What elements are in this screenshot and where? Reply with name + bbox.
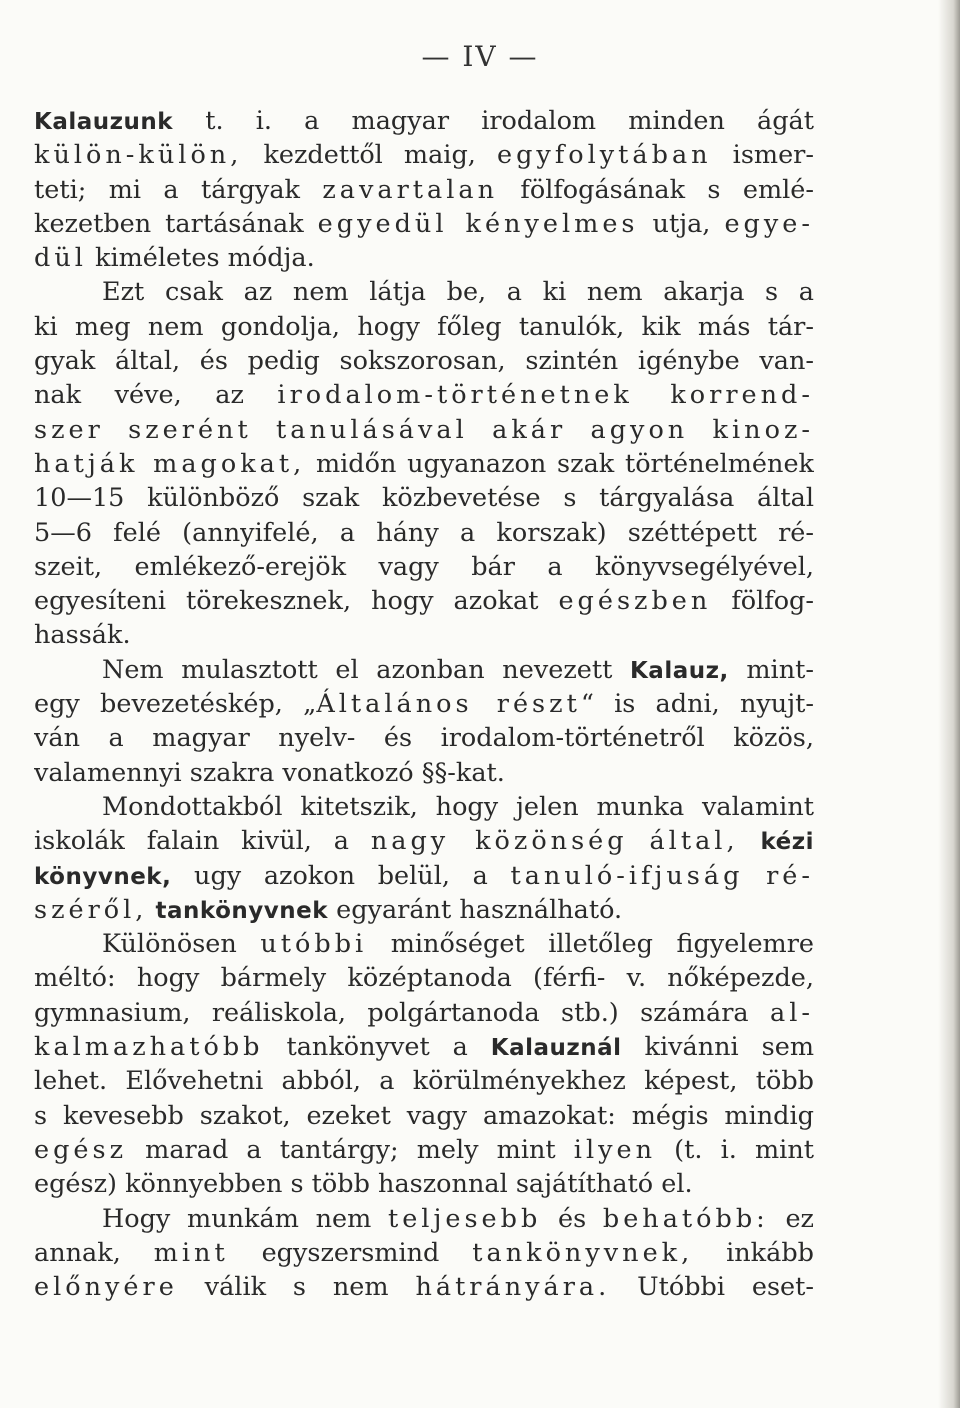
text-run — [147, 895, 155, 925]
text-line — [34, 687, 814, 721]
spaced-emphasis: al- — [770, 997, 814, 1028]
text-run: inkább — [693, 1237, 814, 1268]
text-run: lehet. Elővehetni abból, a körülményekhez képest, több — [34, 1066, 814, 1097]
spaced-emphasis: által, — [649, 826, 739, 857]
text-line — [34, 893, 814, 927]
text-run: kiméletes módja. — [86, 243, 315, 274]
text-run: Ezt csak az nem látja be, a ki nem akarja s a — [102, 277, 814, 308]
text-run: s kevesebb szakot, ezeket vagy amazokat: mégis mindig — [34, 1100, 814, 1131]
text-line — [34, 1236, 814, 1270]
text-run: 10—15 különböző szak közbevetése s tárgyalása által — [34, 483, 814, 514]
spaced-emphasis: egész — [34, 1134, 128, 1165]
text-run: tankönyvet a — [263, 1032, 491, 1063]
text-run — [628, 826, 650, 856]
text-run: (t. i. mint — [656, 1134, 814, 1165]
bold-term: Kalauzunk — [34, 109, 174, 135]
text-line — [34, 241, 814, 275]
text-line — [34, 961, 814, 995]
spaced-emphasis: kalmazhatóbb — [34, 1032, 264, 1063]
spaced-emphasis: külön-külön, — [34, 140, 243, 171]
spaced-emphasis: tanuló-ifjuság — [510, 860, 744, 891]
bold-term: tankönyvnek — [155, 897, 329, 924]
text-run: iskolák falain kivül, a — [34, 826, 371, 857]
spaced-emphasis: szer szerént tanulásával akár agyon kinoz- — [34, 414, 814, 445]
text-run: fölfogásának s emlé- — [498, 174, 814, 205]
text-line — [34, 344, 814, 378]
text-line — [34, 138, 814, 172]
text-run: Utóbbi eset- — [610, 1272, 814, 1303]
text-run — [743, 861, 766, 891]
text-line — [34, 927, 814, 961]
text-line — [34, 618, 814, 652]
text-run: Nem mulasztott el azonban nevezett — [102, 654, 630, 685]
spaced-emphasis: utóbbi — [260, 929, 368, 960]
text-run: ez — [768, 1203, 814, 1234]
text-run: midőn ugyanazon szak történelmének — [305, 448, 814, 479]
spaced-emphasis: Általános részt — [316, 689, 581, 720]
text-run: Mondottakból kitetszik, hogy jelen munka valamint — [102, 791, 814, 822]
spaced-emphasis: irodalom-történetnek korrend- — [277, 380, 814, 411]
spaced-emphasis: dül — [34, 243, 87, 274]
text-line — [34, 104, 814, 138]
spaced-emphasis: ré- — [766, 860, 814, 891]
text-line — [34, 207, 814, 241]
text-line — [34, 173, 814, 207]
text-run: szeit, emlékező-erejök vagy bár a könyvsegélyével, — [34, 551, 814, 582]
spaced-emphasis: egyedül kényelmes — [317, 208, 639, 239]
spaced-emphasis: hatják magokat, — [34, 448, 306, 479]
spaced-emphasis: előnyére — [34, 1272, 178, 1303]
text-run: egy bevezetéskép, „ — [34, 689, 317, 720]
text-line — [34, 790, 814, 824]
text-run: mint- — [728, 654, 814, 685]
text-run: kivánni sem — [621, 1032, 814, 1063]
text-run: Különösen — [102, 929, 261, 960]
text-run: “ is adni, nyujt- — [580, 689, 814, 720]
text-run: minőséget illetőleg figyelemre — [367, 929, 814, 960]
text-run: valamennyi szakra vonatkozó §§-kat. — [34, 757, 505, 788]
text-line — [34, 756, 814, 790]
text-run: annak, — [34, 1237, 154, 1268]
text-run: és — [541, 1203, 603, 1234]
spaced-emphasis: nagy közönség — [370, 826, 628, 857]
text-run: kezetben tartásának — [34, 208, 318, 239]
body-text — [34, 104, 814, 1304]
text-run: ismer- — [711, 140, 814, 171]
spaced-emphasis: teljesebb — [387, 1203, 542, 1234]
text-line — [34, 859, 814, 893]
text-line — [34, 550, 814, 584]
text-run: 5—6 felé (annyifelé, a hány a korszak) széttépett ré- — [34, 517, 814, 548]
text-run: méltó: hogy bármely középtanoda (férfi- v. nőképezde, — [34, 963, 814, 994]
text-run: válik s nem — [177, 1272, 416, 1303]
bold-term: könyvnek, — [34, 863, 172, 890]
text-run: ugy azokon belül, a — [171, 860, 511, 891]
text-run: ván a magyar nyelv- és irodalom-történetről közös, — [34, 723, 814, 754]
text-line — [34, 310, 814, 344]
bold-term: Kalauznál — [490, 1035, 622, 1062]
spaced-emphasis: behatóbb: — [602, 1203, 769, 1234]
text-line — [34, 653, 814, 687]
text-line — [34, 1270, 814, 1304]
page-number-header: — IV — — [421, 40, 539, 73]
text-run: hassák. — [34, 620, 131, 651]
text-run: marad a tantárgy; mely mint — [127, 1134, 574, 1165]
text-line — [34, 413, 814, 447]
text-line — [34, 275, 814, 309]
text-line — [34, 721, 814, 755]
spaced-emphasis: tankönyvnek, — [472, 1237, 694, 1268]
page-edge-shadow — [938, 0, 960, 1408]
text-line — [34, 1099, 814, 1133]
text-line — [34, 584, 814, 618]
bold-term: kézi — [760, 829, 814, 856]
text-line — [34, 1202, 814, 1236]
text-line — [34, 1064, 814, 1098]
bold-term: Kalauz, — [629, 657, 729, 684]
spaced-emphasis: mint — [153, 1237, 229, 1268]
text-line — [34, 378, 814, 412]
text-run: egész) könnyebben s több haszonnal sajátítható el. — [34, 1169, 693, 1200]
text-run: t. i. a magyar irodalom minden ágát — [173, 106, 814, 136]
spaced-emphasis: zavartalan — [322, 174, 499, 205]
text-run: gyak által, és pedig sokszorosan, szintén igénybe van- — [34, 346, 814, 377]
text-run: ki meg nem gondolja, hogy főleg tanulók, kik más tár- — [34, 311, 814, 342]
text-line — [34, 1167, 814, 1201]
text-run: gymnasium, reáliskola, polgártanoda stb.) számára — [34, 997, 771, 1028]
text-run: teti; mi a tárgyak — [34, 174, 323, 205]
spaced-emphasis: ilyen — [573, 1134, 657, 1165]
text-line — [34, 1030, 814, 1064]
text-run: Hogy munkám nem — [102, 1203, 388, 1234]
text-run — [739, 826, 761, 856]
text-line — [34, 824, 814, 858]
spaced-emphasis: egye- — [724, 208, 814, 239]
text-line — [34, 481, 814, 515]
text-line — [34, 516, 814, 550]
text-run: egyaránt használható. — [328, 894, 623, 925]
text-run: kezdettől maig, — [242, 140, 497, 171]
spaced-emphasis: egészben — [558, 586, 712, 617]
text-run: utja, — [638, 208, 725, 239]
text-run: fölfog- — [711, 586, 814, 617]
text-run: nak véve, az — [34, 380, 278, 411]
spaced-emphasis: széről, — [34, 894, 148, 925]
spaced-emphasis: hátrányára. — [415, 1272, 611, 1303]
text-line — [34, 996, 814, 1030]
text-line — [34, 447, 814, 481]
text-run: egyszersmind — [228, 1237, 473, 1268]
spaced-emphasis: egyfolytában — [497, 140, 712, 171]
text-line — [34, 1133, 814, 1167]
text-run: egyesíteni törekesznek, hogy azokat — [34, 586, 559, 617]
